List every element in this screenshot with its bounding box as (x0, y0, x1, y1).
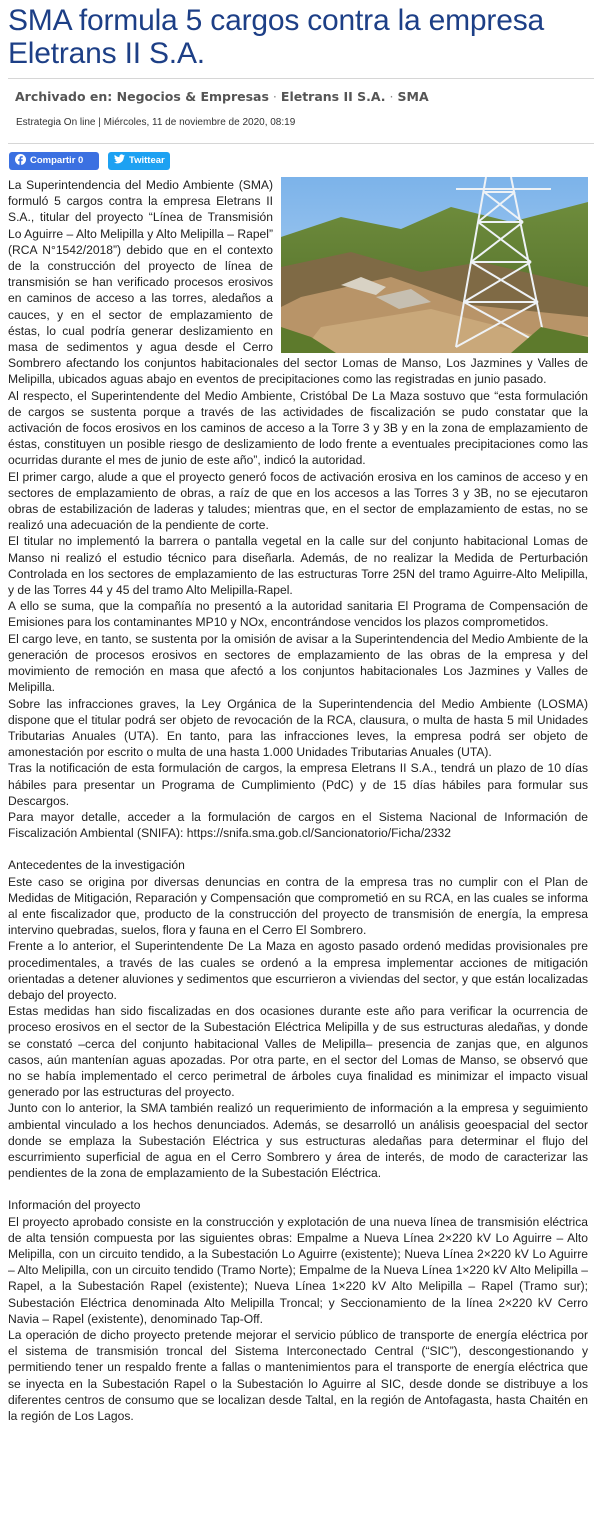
paragraph: Sobre las infracciones graves, la Ley Orgánica de la Superintendencia del Medio Ambiente (LOSMA) dispone que el titular podrá ser objeto de revocación de la RCA, clausura, o multa de hasta 5 mil Unidades Tributarias Anuales (UTA). En tanto, para las infracciones leves, la empresa podrá ser objeto de amonestación por escrito o multa de una hasta 1.000 Unidades Tributarias Anuales (UTA). (8, 696, 588, 760)
archived-label: Archivado en: (15, 89, 113, 104)
paragraph: Para mayor detalle, acceder a la formulación de cargos en el Sistema Nacional de Información de Fiscalización Ambiental (SNIFA): https://snifa.sma.gob.cl/Sancionatorio/Ficha/2332 (8, 809, 588, 841)
paragraph: Tras la notificación de esta formulación de cargos, la empresa Eletrans II S.A., tendrá un plazo de 10 días hábiles para presentar un Programa de Cumplimiento (PdC) y de 15 días hábiles para formular sus Descargos. (8, 761, 588, 808)
paragraph: A ello se suma, que la compañía no presentó a la autoridad sanitaria El Programa de Compensación de Emisiones para los contaminantes MP10 y NOx, encontrándose vencidos los plazos comprometidos. (8, 599, 588, 630)
byline (16, 117, 586, 128)
facebook-share-button[interactable] (9, 152, 99, 170)
paragraph: Junto con lo anterior, la SMA también realizó un requerimiento de información a la empresa y seguimiento ambiental vinculado a los hechos denunciados. Además, se desarrolló un análisis geoespacial del sector donde se emplaza la Subestación Eléctrica y sus estructuras aledañas para determinar el flujo del escurrimiento superficial de agua en el Cerro Sombrero y área de interés, de modo de caracterizar las pendientes de la zona de emplazamiento de la Subestación Eléctrica. (8, 1101, 588, 1181)
twitter-share-label: Twittear (129, 155, 165, 166)
paragraph: El titular no implementó la barrera o pantalla vegetal en la calle sur del conjunto habitacional Lomas de Manso ni realizó el estudio técnico para diseñarla. Además, de no realizar la Medida de Perturbación Controlada en los sectores de emplazamiento de las estructuras Torre 25N del tramo Aguirre-Alto Melipilla, y de las Torres 44 y 45 del tramo Alto Melipilla-Rapel. (8, 534, 588, 598)
article-photo (281, 177, 588, 353)
paragraph: Frente a lo anterior, el Superintendente De La Maza en agosto pasado ordenó medidas provisionales pre procedimentales, a través de las cuales se ordenó a la empresa implementar acciones de mitigación orientadas a detener aluviones y sedimentos que escurrieron a viviendas del sector, y que están localizadas debajo del proyecto. (8, 939, 588, 1002)
section-heading: Información del proyecto (8, 1198, 141, 1213)
byline-date: Miércoles, 11 de noviembre de 2020, 08:19 (103, 117, 296, 128)
tag-link-sma[interactable]: SMA (397, 89, 429, 104)
divider-bottom (8, 143, 594, 144)
facebook-share-label: Compartir 0 (30, 155, 84, 166)
paragraph: Este caso se origina por diversas denuncias en contra de la empresa tras no cumplir con el Plan de Medidas de Mitigación, Reparación y Compensación que comprometió en su RCA, en las cuales se informa al ente fiscalizador que, producto de la construcción del proyecto de transmisión de energía, la empresa intervino quebradas, suelos, flora y fauna en el Cerro El Sombrero. (8, 874, 588, 938)
paragraph: Al respecto, el Superintendente del Medio Ambiente, Cristóbal De La Maza sostuvo que “esta formulación de cargos se sustenta porque a través de las actividades de fiscalización se pudo constatar que la activación de focos erosivos en los caminos de acceso a la Torre 3 y 3B y en la zona de emplazamiento de éstas, constituyen un posible riesgo de deslizamiento de lodo frente a eventuales precipitaciones como las ocurridas durante el mes de junio de este año”, indicó la autoridad. (8, 388, 588, 468)
paragraph: La Superintendencia del Medio Ambiente (SMA) formuló 5 cargos contra la empresa Eletrans II S.A., titular del proyecto “Línea de Transmisión Lo Aguirre – Alto Melipilla y Alto Melipilla – Rapel” (RCA N°1542/2018”) debido que en el contexto de la construcción del proyecto de línea de transmisión se han verificado procesos erosivos en caminos de acceso a las torres, aledaños a cauces, y en el sector de emplazamiento de éstas, lo cual podría generar deslizamiento en masa de sedimentos y agua desde el Cerro Sombrero afectando los conjuntos habitacionales del sector Lomas de Manso, Los Jazmines y Valles de Melipilla, ubicados aguas abajo en eventos de precipitaciones como las registradas en junio pasado. (8, 178, 588, 387)
tag-separator: · (272, 89, 277, 104)
section-heading: Antecedentes de la investigación (8, 858, 185, 873)
twitter-icon (114, 154, 125, 164)
paragraph: El primer cargo, alude a que el proyecto generó focos de activación erosiva en los caminos de acceso y en sectores de emplazamiento de obras, a raíz de que en los accesos a las Torres 3 y 3B, no se ejecutaron obras de estabilización de laderas y taludes; mientras que, en el sector de emplazamiento de estas, no se realizó una adecuación de la pendiente de corte. (8, 469, 588, 533)
byline-source: Estrategia On line (16, 117, 96, 128)
paragraph: El proyecto aprobado consiste en la construcción y explotación de una nueva línea de transmisión eléctrica de alta tensión compuesta por las siguientes obras: Empalme a Nueva Línea 2×220 kV Lo Aguirre – Alto Melipilla, con un circuito tendido, a la Subestación Lo Aguirre (existente); Nueva Línea 2×220 kV Lo Aguirre – Alto Melipilla, con un circuito tendido (Tramo Norte); Empalme de la Nueva Línea 1×220 kV Alto Melipilla – Rapel, a la Subestación Rapel (existente); Nueva Línea 1×220 kV Alto Melipilla – Rapel (Tramo sur); Subestación Eléctrica denominada Alto Melipilla Troncal; y Seccionamiento de la línea 2×220 kV Cerro Navia – Rapel (existente), denominado Tap-Off. (8, 1214, 588, 1326)
twitter-share-button[interactable] (108, 152, 170, 170)
tag-separator: · (389, 89, 394, 104)
archived-in (15, 89, 585, 104)
paragraph: Estas medidas han sido fiscalizadas en dos ocasiones durante este año para verificar la ocurrencia de proceso erosivos en el sector de la Subestación Eléctrica Melipilla y de sus estructuras aledañas, y donde se constató –cerca del conjunto habitacional Valles de Melipilla– presencia de zanjas que, en algunos casos, aún mantenían aguas apozadas. Por otra parte, en el sector del Lomas de Manso, se observó que no se había implementado el cerco perimetral de árboles cuya finalidad es minimizar el impacto visual generado por las estructuras del proyecto. (8, 1004, 588, 1100)
paragraph: El cargo leve, en tanto, se sustenta por la omisión de avisar a la Superintendencia del Medio Ambiente de la generación de procesos erosivos en sectores de emplazamiento de las obras de la empresa y del movimiento de remoción en masa que afectó a los conjuntos habitacionales Los Jazmines y Valles de Melipilla. (8, 631, 588, 695)
byline-divider: | (98, 117, 101, 128)
article-body (8, 177, 588, 1424)
paragraph: La operación de dicho proyecto pretende mejorar el servicio público de transporte de energía eléctrica por el sistema de transmisión troncal del Sistema Interconectado Central (“SIC”), descongestionando y permitiendo tener un respaldo frente a fallas o mantenimientos para el transporte de energía eléctrica que se inyecta en la Subestación Rapel o la Subestación lo Aguirre al SIC, desde donde se distribuye a los diferentes centros de consumo que se localizan desde Taltal, en la región de Antofagasta, hasta Chaitén en la región de Los Lagos. (8, 1328, 588, 1424)
tag-link-eletrans[interactable]: Eletrans II S.A. (280, 89, 386, 104)
divider-top (8, 78, 594, 79)
facebook-icon (15, 154, 26, 165)
page-title: SMA formula 5 cargos contra la empresa Eletrans II S.A. (8, 4, 544, 70)
tag-link-negocios[interactable]: Negocios & Empresas (116, 89, 269, 104)
